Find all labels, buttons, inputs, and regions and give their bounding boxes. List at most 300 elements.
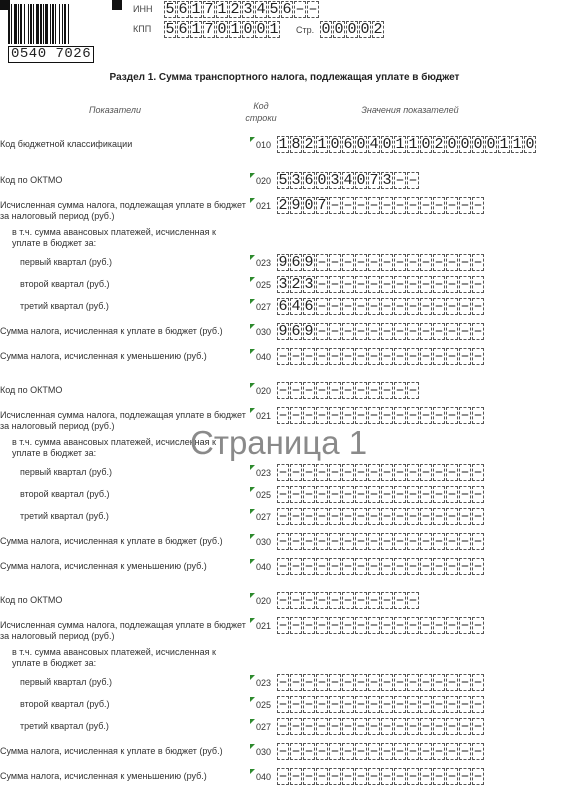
digit-cell[interactable]: 4: [256, 1, 266, 18]
digit-cell[interactable]: –: [356, 407, 366, 424]
digit-cell[interactable]: 2: [434, 136, 444, 153]
q3-field[interactable]: [277, 508, 485, 525]
digit-cell[interactable]: –: [473, 254, 483, 271]
digit-cell[interactable]: –: [408, 768, 418, 785]
digit-cell[interactable]: –: [291, 592, 301, 609]
digit-cell[interactable]: –: [447, 348, 457, 365]
digit-cell[interactable]: 9: [304, 323, 314, 340]
digit-cell[interactable]: 5: [165, 21, 175, 38]
digit-cell[interactable]: 0: [356, 172, 366, 189]
digit-cell[interactable]: –: [278, 743, 288, 760]
digit-cell[interactable]: –: [356, 508, 366, 525]
digit-cell[interactable]: –: [317, 592, 327, 609]
calc-field[interactable]: [277, 617, 485, 634]
digit-cell[interactable]: –: [421, 674, 431, 691]
digit-cell[interactable]: 3: [382, 172, 392, 189]
digit-cell[interactable]: 6: [282, 1, 292, 18]
digit-cell[interactable]: 7: [204, 21, 214, 38]
digit-cell[interactable]: –: [395, 592, 405, 609]
digit-cell[interactable]: –: [330, 382, 340, 399]
digit-cell[interactable]: –: [278, 558, 288, 575]
digit-cell[interactable]: –: [291, 348, 301, 365]
digit-cell[interactable]: –: [278, 382, 288, 399]
digit-cell[interactable]: –: [278, 718, 288, 735]
digit-cell[interactable]: –: [447, 533, 457, 550]
digit-cell[interactable]: –: [434, 718, 444, 735]
digit-cell[interactable]: –: [460, 407, 470, 424]
digit-cell[interactable]: –: [408, 348, 418, 365]
digit-cell[interactable]: –: [395, 674, 405, 691]
digit-cell[interactable]: –: [317, 407, 327, 424]
digit-cell[interactable]: –: [356, 254, 366, 271]
digit-cell[interactable]: –: [304, 674, 314, 691]
digit-cell[interactable]: –: [447, 743, 457, 760]
inn-field[interactable]: [164, 1, 320, 18]
digit-cell[interactable]: –: [304, 617, 314, 634]
digit-cell[interactable]: –: [460, 533, 470, 550]
digit-cell[interactable]: –: [369, 592, 379, 609]
digit-cell[interactable]: –: [395, 276, 405, 293]
digit-cell[interactable]: 5: [165, 1, 175, 18]
digit-cell[interactable]: 1: [499, 136, 509, 153]
digit-cell[interactable]: –: [382, 768, 392, 785]
digit-cell[interactable]: –: [460, 323, 470, 340]
digit-cell[interactable]: –: [291, 617, 301, 634]
digit-cell[interactable]: –: [408, 558, 418, 575]
digit-cell[interactable]: –: [395, 348, 405, 365]
digit-cell[interactable]: –: [395, 718, 405, 735]
digit-cell[interactable]: –: [356, 743, 366, 760]
digit-cell[interactable]: 2: [278, 197, 288, 214]
digit-cell[interactable]: –: [408, 382, 418, 399]
digit-cell[interactable]: –: [447, 464, 457, 481]
digit-cell[interactable]: 3: [278, 276, 288, 293]
q3-field[interactable]: [277, 718, 485, 735]
digit-cell[interactable]: –: [330, 718, 340, 735]
digit-cell[interactable]: –: [473, 348, 483, 365]
digit-cell[interactable]: –: [447, 696, 457, 713]
digit-cell[interactable]: –: [278, 696, 288, 713]
digit-cell[interactable]: –: [421, 508, 431, 525]
digit-cell[interactable]: –: [473, 197, 483, 214]
digit-cell[interactable]: 5: [278, 172, 288, 189]
digit-cell[interactable]: –: [434, 743, 444, 760]
digit-cell[interactable]: –: [278, 508, 288, 525]
digit-cell[interactable]: –: [421, 743, 431, 760]
digit-cell[interactable]: –: [317, 382, 327, 399]
digit-cell[interactable]: 6: [291, 323, 301, 340]
pay-field[interactable]: [277, 743, 485, 760]
digit-cell[interactable]: –: [408, 674, 418, 691]
q2-field[interactable]: [277, 696, 485, 713]
digit-cell[interactable]: –: [408, 407, 418, 424]
digit-cell[interactable]: –: [330, 348, 340, 365]
digit-cell[interactable]: –: [434, 197, 444, 214]
digit-cell[interactable]: 0: [330, 136, 340, 153]
digit-cell[interactable]: 1: [191, 1, 201, 18]
q1-field[interactable]: [277, 254, 485, 271]
digit-cell[interactable]: 6: [278, 298, 288, 315]
digit-cell[interactable]: –: [304, 464, 314, 481]
digit-cell[interactable]: –: [447, 197, 457, 214]
digit-cell[interactable]: –: [382, 348, 392, 365]
digit-cell[interactable]: –: [291, 718, 301, 735]
digit-cell[interactable]: –: [473, 696, 483, 713]
digit-cell[interactable]: –: [382, 382, 392, 399]
digit-cell[interactable]: –: [473, 276, 483, 293]
digit-cell[interactable]: –: [356, 558, 366, 575]
digit-cell[interactable]: 7: [317, 197, 327, 214]
digit-cell[interactable]: –: [447, 276, 457, 293]
digit-cell[interactable]: –: [395, 617, 405, 634]
digit-cell[interactable]: –: [473, 298, 483, 315]
digit-cell[interactable]: –: [382, 696, 392, 713]
digit-cell[interactable]: –: [447, 298, 457, 315]
digit-cell[interactable]: –: [421, 348, 431, 365]
digit-cell[interactable]: –: [460, 486, 470, 503]
digit-cell[interactable]: –: [460, 768, 470, 785]
digit-cell[interactable]: –: [356, 592, 366, 609]
digit-cell[interactable]: –: [278, 348, 288, 365]
digit-cell[interactable]: 0: [473, 136, 483, 153]
digit-cell[interactable]: –: [369, 617, 379, 634]
digit-cell[interactable]: –: [291, 464, 301, 481]
digit-cell[interactable]: –: [304, 407, 314, 424]
digit-cell[interactable]: 9: [291, 197, 301, 214]
digit-cell[interactable]: 3: [304, 276, 314, 293]
digit-cell[interactable]: –: [369, 254, 379, 271]
digit-cell[interactable]: –: [434, 407, 444, 424]
digit-cell[interactable]: –: [317, 298, 327, 315]
digit-cell[interactable]: 2: [304, 136, 314, 153]
digit-cell[interactable]: 0: [460, 136, 470, 153]
digit-cell[interactable]: –: [304, 592, 314, 609]
digit-cell[interactable]: 3: [243, 1, 253, 18]
digit-cell[interactable]: –: [304, 558, 314, 575]
digit-cell[interactable]: –: [408, 276, 418, 293]
digit-cell[interactable]: –: [434, 533, 444, 550]
digit-cell[interactable]: –: [330, 298, 340, 315]
digit-cell[interactable]: –: [356, 533, 366, 550]
digit-cell[interactable]: –: [317, 464, 327, 481]
digit-cell[interactable]: –: [356, 382, 366, 399]
oktmo-field[interactable]: [277, 592, 420, 609]
digit-cell[interactable]: –: [304, 533, 314, 550]
digit-cell[interactable]: –: [317, 696, 327, 713]
digit-cell[interactable]: –: [395, 558, 405, 575]
digit-cell[interactable]: –: [395, 743, 405, 760]
digit-cell[interactable]: –: [369, 486, 379, 503]
oktmo-field[interactable]: [277, 382, 420, 399]
digit-cell[interactable]: 2: [230, 1, 240, 18]
digit-cell[interactable]: –: [304, 768, 314, 785]
digit-cell[interactable]: –: [278, 486, 288, 503]
digit-cell[interactable]: –: [343, 407, 353, 424]
digit-cell[interactable]: –: [304, 348, 314, 365]
digit-cell[interactable]: –: [473, 558, 483, 575]
digit-cell[interactable]: –: [369, 718, 379, 735]
q2-field[interactable]: [277, 486, 485, 503]
digit-cell[interactable]: –: [473, 464, 483, 481]
digit-cell[interactable]: –: [421, 617, 431, 634]
digit-cell[interactable]: –: [369, 743, 379, 760]
digit-cell[interactable]: –: [317, 486, 327, 503]
digit-cell[interactable]: –: [382, 718, 392, 735]
digit-cell[interactable]: –: [447, 254, 457, 271]
digit-cell[interactable]: –: [317, 323, 327, 340]
digit-cell[interactable]: –: [278, 407, 288, 424]
digit-cell[interactable]: –: [278, 617, 288, 634]
digit-cell[interactable]: –: [330, 617, 340, 634]
digit-cell[interactable]: –: [356, 617, 366, 634]
digit-cell[interactable]: –: [308, 1, 318, 18]
digit-cell[interactable]: –: [434, 464, 444, 481]
digit-cell[interactable]: –: [291, 508, 301, 525]
digit-cell[interactable]: –: [460, 254, 470, 271]
digit-cell[interactable]: 6: [304, 298, 314, 315]
digit-cell[interactable]: –: [421, 254, 431, 271]
digit-cell[interactable]: –: [343, 743, 353, 760]
digit-cell[interactable]: –: [473, 486, 483, 503]
digit-cell[interactable]: –: [473, 743, 483, 760]
digit-cell[interactable]: –: [291, 382, 301, 399]
digit-cell[interactable]: –: [291, 743, 301, 760]
digit-cell[interactable]: 4: [369, 136, 379, 153]
digit-cell[interactable]: –: [395, 407, 405, 424]
digit-cell[interactable]: –: [356, 486, 366, 503]
digit-cell[interactable]: 0: [421, 136, 431, 153]
digit-cell[interactable]: –: [460, 718, 470, 735]
digit-cell[interactable]: 0: [360, 21, 370, 38]
digit-cell[interactable]: –: [382, 533, 392, 550]
digit-cell[interactable]: –: [369, 464, 379, 481]
digit-cell[interactable]: 0: [334, 21, 344, 38]
digit-cell[interactable]: –: [330, 508, 340, 525]
digit-cell[interactable]: 0: [382, 136, 392, 153]
digit-cell[interactable]: –: [434, 696, 444, 713]
digit-cell[interactable]: –: [330, 558, 340, 575]
digit-cell[interactable]: –: [460, 298, 470, 315]
digit-cell[interactable]: –: [382, 508, 392, 525]
digit-cell[interactable]: –: [395, 464, 405, 481]
digit-cell[interactable]: 2: [373, 21, 383, 38]
digit-cell[interactable]: –: [421, 718, 431, 735]
digit-cell[interactable]: –: [369, 533, 379, 550]
digit-cell[interactable]: 8: [291, 136, 301, 153]
digit-cell[interactable]: –: [330, 486, 340, 503]
digit-cell[interactable]: –: [330, 197, 340, 214]
dec-field[interactable]: [277, 348, 485, 365]
digit-cell[interactable]: –: [343, 298, 353, 315]
digit-cell[interactable]: –: [330, 407, 340, 424]
digit-cell[interactable]: 4: [291, 298, 301, 315]
digit-cell[interactable]: –: [317, 276, 327, 293]
digit-cell[interactable]: –: [382, 486, 392, 503]
digit-cell[interactable]: –: [434, 674, 444, 691]
digit-cell[interactable]: 1: [191, 21, 201, 38]
digit-cell[interactable]: –: [408, 172, 418, 189]
digit-cell[interactable]: –: [421, 298, 431, 315]
digit-cell[interactable]: –: [421, 486, 431, 503]
digit-cell[interactable]: –: [356, 718, 366, 735]
digit-cell[interactable]: –: [343, 674, 353, 691]
digit-cell[interactable]: –: [343, 696, 353, 713]
digit-cell[interactable]: –: [447, 718, 457, 735]
digit-cell[interactable]: 1: [317, 136, 327, 153]
digit-cell[interactable]: 6: [291, 254, 301, 271]
digit-cell[interactable]: –: [382, 743, 392, 760]
digit-cell[interactable]: –: [408, 197, 418, 214]
digit-cell[interactable]: –: [317, 508, 327, 525]
digit-cell[interactable]: –: [291, 533, 301, 550]
q3-field[interactable]: [277, 298, 485, 315]
digit-cell[interactable]: –: [356, 696, 366, 713]
digit-cell[interactable]: –: [382, 276, 392, 293]
digit-cell[interactable]: –: [421, 276, 431, 293]
digit-cell[interactable]: –: [369, 276, 379, 293]
digit-cell[interactable]: –: [473, 617, 483, 634]
digit-cell[interactable]: –: [278, 768, 288, 785]
digit-cell[interactable]: –: [473, 768, 483, 785]
digit-cell[interactable]: –: [369, 674, 379, 691]
digit-cell[interactable]: –: [369, 407, 379, 424]
digit-cell[interactable]: –: [317, 674, 327, 691]
digit-cell[interactable]: –: [447, 617, 457, 634]
digit-cell[interactable]: 0: [356, 136, 366, 153]
digit-cell[interactable]: –: [447, 407, 457, 424]
digit-cell[interactable]: –: [421, 696, 431, 713]
digit-cell[interactable]: –: [356, 348, 366, 365]
digit-cell[interactable]: –: [343, 508, 353, 525]
calc-field[interactable]: [277, 197, 485, 214]
digit-cell[interactable]: –: [460, 696, 470, 713]
digit-cell[interactable]: 7: [204, 1, 214, 18]
digit-cell[interactable]: 0: [217, 21, 227, 38]
digit-cell[interactable]: –: [317, 254, 327, 271]
digit-cell[interactable]: –: [356, 323, 366, 340]
digit-cell[interactable]: –: [408, 323, 418, 340]
digit-cell[interactable]: –: [395, 696, 405, 713]
kbk-field[interactable]: [277, 136, 537, 153]
digit-cell[interactable]: –: [330, 743, 340, 760]
digit-cell[interactable]: 1: [217, 1, 227, 18]
digit-cell[interactable]: –: [317, 533, 327, 550]
digit-cell[interactable]: –: [382, 674, 392, 691]
digit-cell[interactable]: –: [304, 508, 314, 525]
digit-cell[interactable]: 1: [269, 21, 279, 38]
digit-cell[interactable]: –: [408, 743, 418, 760]
digit-cell[interactable]: –: [278, 592, 288, 609]
digit-cell[interactable]: 0: [321, 21, 331, 38]
digit-cell[interactable]: 0: [304, 197, 314, 214]
digit-cell[interactable]: –: [473, 323, 483, 340]
digit-cell[interactable]: –: [382, 323, 392, 340]
q1-field[interactable]: [277, 464, 485, 481]
digit-cell[interactable]: –: [291, 768, 301, 785]
digit-cell[interactable]: –: [421, 323, 431, 340]
digit-cell[interactable]: 0: [317, 172, 327, 189]
digit-cell[interactable]: –: [356, 197, 366, 214]
digit-cell[interactable]: 9: [278, 254, 288, 271]
digit-cell[interactable]: –: [447, 558, 457, 575]
digit-cell[interactable]: –: [295, 1, 305, 18]
digit-cell[interactable]: 3: [330, 172, 340, 189]
digit-cell[interactable]: –: [369, 323, 379, 340]
digit-cell[interactable]: –: [369, 348, 379, 365]
digit-cell[interactable]: –: [369, 768, 379, 785]
digit-cell[interactable]: –: [460, 617, 470, 634]
kpp-field[interactable]: [164, 21, 281, 38]
dec-field[interactable]: [277, 768, 485, 785]
digit-cell[interactable]: –: [343, 558, 353, 575]
digit-cell[interactable]: –: [343, 617, 353, 634]
digit-cell[interactable]: 1: [230, 21, 240, 38]
digit-cell[interactable]: 5: [269, 1, 279, 18]
digit-cell[interactable]: –: [473, 407, 483, 424]
digit-cell[interactable]: –: [317, 558, 327, 575]
digit-cell[interactable]: –: [304, 696, 314, 713]
digit-cell[interactable]: –: [382, 407, 392, 424]
digit-cell[interactable]: –: [395, 197, 405, 214]
digit-cell[interactable]: –: [369, 197, 379, 214]
digit-cell[interactable]: –: [356, 276, 366, 293]
digit-cell[interactable]: 1: [512, 136, 522, 153]
digit-cell[interactable]: –: [278, 464, 288, 481]
digit-cell[interactable]: –: [330, 696, 340, 713]
digit-cell[interactable]: –: [395, 254, 405, 271]
digit-cell[interactable]: 3: [291, 172, 301, 189]
digit-cell[interactable]: –: [395, 323, 405, 340]
digit-cell[interactable]: –: [421, 407, 431, 424]
digit-cell[interactable]: –: [330, 533, 340, 550]
digit-cell[interactable]: –: [343, 592, 353, 609]
digit-cell[interactable]: –: [460, 674, 470, 691]
digit-cell[interactable]: –: [317, 617, 327, 634]
digit-cell[interactable]: –: [473, 718, 483, 735]
digit-cell[interactable]: –: [330, 674, 340, 691]
digit-cell[interactable]: –: [447, 486, 457, 503]
digit-cell[interactable]: –: [278, 533, 288, 550]
digit-cell[interactable]: 9: [278, 323, 288, 340]
digit-cell[interactable]: –: [343, 348, 353, 365]
digit-cell[interactable]: –: [382, 558, 392, 575]
digit-cell[interactable]: –: [369, 696, 379, 713]
digit-cell[interactable]: 6: [343, 136, 353, 153]
digit-cell[interactable]: –: [291, 696, 301, 713]
digit-cell[interactable]: –: [343, 254, 353, 271]
digit-cell[interactable]: –: [460, 348, 470, 365]
digit-cell[interactable]: –: [434, 768, 444, 785]
digit-cell[interactable]: –: [343, 718, 353, 735]
digit-cell[interactable]: –: [382, 617, 392, 634]
digit-cell[interactable]: –: [434, 508, 444, 525]
digit-cell[interactable]: –: [408, 617, 418, 634]
digit-cell[interactable]: –: [317, 743, 327, 760]
digit-cell[interactable]: –: [395, 298, 405, 315]
digit-cell[interactable]: –: [395, 508, 405, 525]
digit-cell[interactable]: –: [291, 674, 301, 691]
digit-cell[interactable]: –: [434, 298, 444, 315]
digit-cell[interactable]: 4: [343, 172, 353, 189]
digit-cell[interactable]: 0: [447, 136, 457, 153]
digit-cell[interactable]: 0: [486, 136, 496, 153]
digit-cell[interactable]: –: [460, 464, 470, 481]
digit-cell[interactable]: –: [421, 197, 431, 214]
digit-cell[interactable]: –: [291, 486, 301, 503]
digit-cell[interactable]: 2: [291, 276, 301, 293]
digit-cell[interactable]: –: [343, 276, 353, 293]
digit-cell[interactable]: 1: [408, 136, 418, 153]
